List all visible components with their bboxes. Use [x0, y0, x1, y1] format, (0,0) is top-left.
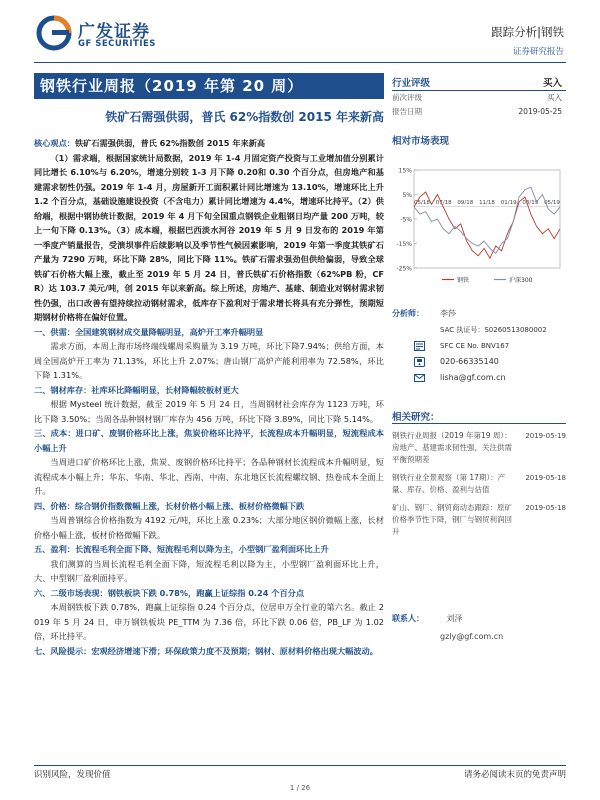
rating-header	[392, 73, 566, 91]
prev-rating-value: 买入	[547, 93, 562, 102]
report-date-value: 2019-05-25	[518, 107, 562, 116]
analyst-email[interactable]: lisha@gf.com.cn	[440, 373, 506, 382]
section-heading-1: 一、供需：全国建筑钢材成交量降幅明显，高炉开工率升幅明显	[34, 326, 264, 337]
email-icon	[414, 373, 425, 383]
related-item[interactable]	[392, 502, 566, 538]
legend-label: 钢铁	[457, 277, 470, 284]
section-heading-4: 四、价格：综合钢价指数微幅上涨，长材价格小幅上涨、板材价格微幅下跌	[34, 500, 305, 511]
analyst-ce-row	[392, 338, 566, 354]
analyst-ce	[440, 338, 509, 354]
x-tick-label: 09/18	[457, 199, 474, 206]
analyst-email-row	[392, 370, 566, 386]
section-text-6: 本周钢铁板下跌 0.78%，跑赢上证综指 0.24 个百分点，位居申万全行业的第六名。截止 2019 年 5 月 24 日，申万钢铁板块 PE_TTM 为 7.36 倍，环比下跌 0.06 倍，PB_LF 为 1.02 倍，环比持平。	[34, 602, 384, 641]
phone-icon	[414, 357, 425, 367]
summary-paragraph: （1）需求端，根据国家统计局数据，2019 年 1-4 月固定资产投资与工业增加值分别累计同比增长 6.10%与 6.20%，增速分别较 1-3 月下降 0.20和 0.30 个百分点，但房地产和基建需求韧性仍强。2019 年 1-4 月，房屋新开工面积累计同比增速为 13.10%，增速环比上升 1.2 个百分点，基础设施建设投资（不含电力）累计同比增速为 4.4%，增速环比持平。（2）供给端，根据中钢协统计数据，2019 年 4 月下旬全国重点钢铁企业粗钢日均产量 200 万吨，较上一旬下降 0.13%。（3）成本端，根据巴西淡水河谷 2019 年 5 月 9 日发布的 2019 年第一季度产销量报告，受溃坝事件后续影响以及季节性气候因素影响，2019 年第一季度其铁矿石产量为 7290 万吨，环比下降 28%，同比下降 11%。铁矿石需求强劲但供给偏弱，导致全球铁矿石价格大幅上涨，截止至 2019 年 5 月 24 日，普氏铁矿石价格指数（62%PB 粉，CFR）达 103.7 美元/吨，创 2015 年以来新高。综上所述，房地产、基建、制造业对钢材需求韧性仍强，出口改善有望持续拉动钢材需求，低库存下盈利对于需求增长将具有充分弹性，预期短期钢材价格将在偏好位置。	[34, 152, 384, 322]
y-tick-label: 5%	[402, 192, 412, 199]
x-tick-label: 05/19	[544, 199, 560, 206]
y-tick-label: -5%	[400, 216, 412, 224]
section-heading-6: 六、二级市场表现：钢铁板块下跌 0.78%，跑赢上证综指 0.24 个百分点	[34, 587, 305, 598]
section-text-2: 根据 Mysteel 统计数据，截至 2019 年 5 月 24 日，当周钢材社会库存为 1123 万吨，环比下降 3.50%；当周各品种钢材钢厂库存为 456 万吨，环比下降 3.89%，同比下降 5.14%。	[34, 399, 384, 424]
brand-name-en: GF SECURITIES	[78, 39, 156, 49]
footer-slogan: 识别风险，发现价值	[34, 770, 111, 780]
analyst-cert	[440, 322, 547, 338]
report-type: 证券研究报告	[512, 47, 564, 57]
contact-name-row	[392, 610, 566, 628]
ce-label: SFC CE No.	[440, 342, 479, 350]
analyst-name: 李莎	[440, 309, 456, 318]
analyst-cert-row	[392, 322, 566, 338]
report-subtitle: 铁矿石需强供弱，普氏 62%指数创 2015 年来新高	[105, 110, 384, 124]
contact-label: 联系人：	[392, 614, 424, 623]
related-research-panel	[392, 408, 566, 538]
section-text-4: 当周普钢综合价格指数为 4192 元/吨，环比上涨 0.23%；大部分地区钢价微幅上涨，长材价格小幅上涨，板材价格微幅下跌。	[34, 515, 384, 540]
cert-value: S0260513080002	[484, 326, 547, 334]
analyst-phone-row	[392, 354, 566, 370]
related-item[interactable]	[392, 472, 566, 496]
x-tick-label: 01/19	[500, 199, 517, 206]
section-text-3: 当周进口矿价格环比上涨，焦炭、废钢价格环比持平；各品种钢材长流程成本升幅明显，短流程成本小幅上升；华东、华南、华北、西南、中南、东北地区长流程螺纹钢、热卷成本全面上升。	[34, 457, 384, 496]
chart-svg	[392, 164, 566, 288]
section-heading-2: 二、钢材库存：社库环比降幅明显，长材降幅较板材更大	[34, 384, 239, 395]
summary-label: 核心观点：	[34, 138, 75, 148]
summary-heading	[34, 136, 384, 151]
related-header	[392, 408, 566, 424]
prev-rating-label: 前次评级	[392, 93, 422, 102]
rating-title: 行业评级	[392, 77, 431, 89]
footer-divider	[34, 765, 566, 766]
section-heading-3: 三、成本：进口矿、废钢价格环比上涨，焦炭价格环比持平，长流程成本升幅明显，短流程成本小幅上升	[34, 428, 384, 453]
contact-email[interactable]: gzly@gf.com.cn	[440, 632, 504, 641]
x-tick-label: 11/18	[479, 199, 495, 206]
legend-label: 沪深300	[509, 277, 533, 284]
id-card-icon	[414, 341, 425, 351]
cert-label: SAC 执证号：	[440, 326, 485, 334]
report-date-label: 报告日期	[392, 107, 422, 116]
y-tick-label: -25%	[396, 265, 412, 273]
report-title: 钢铁行业周报（2019 年第 20 周）	[34, 73, 384, 99]
chart-title: 相对市场表现	[392, 136, 450, 147]
y-tick-label: 15%	[398, 167, 412, 175]
related-item-title[interactable]: 钢铁行业全景观察（第 17期）：产量、库存、价格、盈利与估值	[392, 473, 506, 494]
analyst-label: 分析师：	[392, 309, 424, 318]
page-header	[0, 0, 600, 62]
related-item-title[interactable]: 矿山、钢厂、钢贸商动态跟踪：原矿价格季节性下降，钢厂与钢贸利润回升	[392, 503, 512, 536]
section-heading-7: 七、风险提示：宏观经济增速下滑；环保政策力度不及预期；钢材、原材料价格出现大幅波动。	[34, 645, 378, 656]
brand-name: 广发证券	[78, 22, 150, 42]
section-heading-5: 五、盈利：长流程毛利全面下降、短流程毛利以降为主，小型钢厂盈利面环比上升	[34, 544, 329, 554]
analyst-phone[interactable]: 020-66335140	[440, 357, 499, 366]
ce-value: BNV167	[480, 342, 510, 350]
footer-disclaimer: 请务必阅读末页的免责声明	[463, 770, 566, 780]
related-item-date: 2019-05-18	[525, 504, 566, 512]
header-divider	[34, 62, 566, 63]
section-text-5: 我们测算的当周长流程毛利全面下降，短流程毛利以降为主，小型钢厂盈利面环比上升，大、中型钢厂盈利面持平。	[34, 558, 384, 583]
analyst-panel	[392, 306, 566, 386]
related-title: 相关研究：	[392, 411, 440, 423]
analyst-name-row	[392, 306, 566, 322]
x-tick-label: 07/18	[435, 199, 452, 206]
x-tick-label: 05/18	[414, 199, 430, 206]
section-text-1: 需求方面，本周上海市场终端线螺周采购量为 3.19 万吨，环比下降7.94%；供给方面，本周全国高炉开工率为 71.13%，环比上升 2.07%；唐山钢厂高炉产能利用率为 72.58%，环比下降 1.31%。	[34, 341, 384, 380]
relative-performance-chart	[392, 164, 566, 288]
related-item-title[interactable]: 钢铁行业周报（2019 年第19 周）：房地产、基建需求韧性强，关注供需平衡预期差	[392, 431, 512, 464]
rating-panel	[392, 73, 566, 147]
prev-rating-row	[392, 91, 566, 105]
main-body	[34, 136, 384, 658]
report-date-row	[392, 105, 566, 119]
related-item-date: 2019-05-18	[525, 474, 566, 482]
related-item[interactable]	[392, 430, 566, 466]
contact-name: 刘泽	[446, 614, 463, 623]
summary-head: 铁矿石需强供弱，普氏 62%指数创 2015 年来新高	[74, 138, 266, 148]
rating-value: 买入	[542, 77, 562, 89]
y-tick-label: -15%	[396, 241, 412, 248]
contact-email-row	[392, 628, 566, 646]
report-category: 跟踪分析|钢铁	[491, 25, 564, 39]
page-number: 1 / 26	[289, 784, 311, 792]
x-tick-label: 03/19	[522, 199, 539, 206]
related-item-date: 2019-05-19	[525, 432, 566, 440]
contact-panel	[392, 610, 566, 646]
